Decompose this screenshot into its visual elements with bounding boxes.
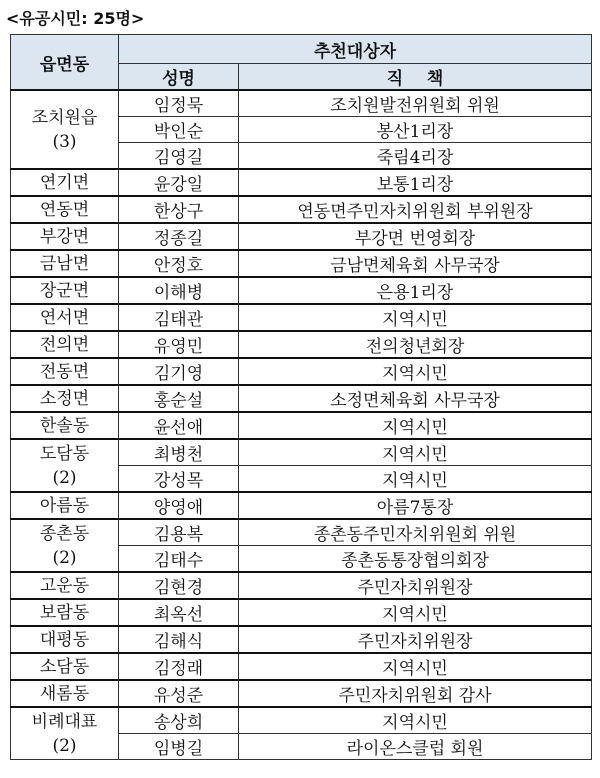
table-row (11, 626, 592, 653)
nominee-name: 김해식 (119, 626, 239, 653)
nominee-name: 김영길 (119, 143, 239, 170)
nominee-name: 김현경 (119, 572, 239, 599)
nominee-role: 지역시민 (239, 439, 592, 466)
table-body (11, 90, 592, 760)
area-cell (11, 707, 119, 760)
nominee-name: 임정묵 (119, 90, 239, 117)
nominee-name: 홍순설 (119, 385, 239, 412)
area-cell (11, 90, 119, 169)
nominee-role: 부강면 번영회장 (239, 223, 592, 250)
area-cell (11, 572, 119, 599)
page-title: <유공시민: 25명> (6, 9, 145, 28)
nominee-role: 지역시민 (239, 707, 592, 734)
nominee-role: 지역시민 (239, 599, 592, 626)
nominee-role: 종촌동주민자치위원회 위원 (239, 519, 592, 546)
header-nominees: 추천대상자 (119, 35, 592, 64)
nominee-role: 지역시민 (239, 412, 592, 439)
area-cell (11, 250, 119, 277)
nominee-role: 주민자치위원장 (239, 626, 592, 653)
area-name: 부강면 (39, 226, 90, 247)
area-name: 대평동 (39, 629, 90, 650)
area-name: 전의면 (39, 334, 90, 355)
area-cell (11, 169, 119, 196)
table-row (11, 439, 592, 466)
area-name: 장군면 (39, 280, 90, 301)
nominee-role: 보통1리장 (239, 169, 592, 196)
area-cell (11, 385, 119, 412)
table-row (11, 90, 592, 117)
nominee-role: 지역시민 (239, 304, 592, 331)
area-name: 고운동 (39, 575, 90, 596)
table-row (11, 304, 592, 331)
area-cell (11, 439, 119, 492)
nominee-name: 김정래 (119, 653, 239, 680)
nominee-name: 최옥선 (119, 599, 239, 626)
area-cell (11, 358, 119, 385)
nominee-name: 임병길 (119, 734, 239, 760)
area-name: 조치원읍 (31, 107, 98, 128)
area-cell (11, 223, 119, 250)
area-name: 아름동 (39, 495, 90, 516)
nominee-name: 김태수 (119, 546, 239, 573)
area-name: 비례대표 (31, 711, 98, 732)
nominee-role: 라이온스클럽 회원 (239, 734, 592, 760)
nominee-role: 전의청년회장 (239, 331, 592, 358)
nominee-name: 윤선애 (119, 412, 239, 439)
table-row (11, 412, 592, 439)
nominee-role: 지역시민 (239, 358, 592, 385)
table-row (11, 492, 592, 519)
table-row (11, 331, 592, 358)
area-cell (11, 519, 119, 572)
nominee-name: 박인순 (119, 117, 239, 143)
area-name: 보람동 (39, 602, 90, 623)
nominee-name: 김용복 (119, 519, 239, 546)
area-name: 연서면 (39, 307, 90, 328)
nominee-name: 정종길 (119, 223, 239, 250)
nominee-name: 김기영 (119, 358, 239, 385)
area-name: 전동면 (39, 361, 90, 382)
area-cell (11, 412, 119, 439)
area-name: 새롬동 (39, 683, 90, 704)
header-role: 직 책 (239, 64, 592, 91)
header-area: 읍면동 (11, 35, 119, 91)
area-cell (11, 331, 119, 358)
header-name: 성명 (119, 64, 239, 91)
area-name: 종촌동 (39, 523, 90, 544)
area-cell (11, 277, 119, 304)
nominee-name: 이해병 (119, 277, 239, 304)
table-row (11, 385, 592, 412)
table-row (11, 223, 592, 250)
area-cell (11, 599, 119, 626)
nominee-role: 은용1리장 (239, 277, 592, 304)
nominee-role: 주민자치위원장 (239, 572, 592, 599)
table-row (11, 519, 592, 546)
area-name: 소담동 (39, 656, 90, 677)
area-count: (3) (52, 131, 77, 152)
citizen-award-table (10, 34, 592, 760)
nominee-role: 지역시민 (239, 466, 592, 493)
table-row (11, 572, 592, 599)
table-row (11, 599, 592, 626)
table-row (11, 169, 592, 196)
table-row (11, 653, 592, 680)
table-row (11, 196, 592, 223)
area-cell (11, 680, 119, 707)
area-name: 연동면 (39, 199, 90, 220)
nominee-name: 한상구 (119, 196, 239, 223)
area-cell (11, 304, 119, 331)
area-name: 금남면 (39, 253, 90, 274)
nominee-name: 안정호 (119, 250, 239, 277)
table-row (11, 358, 592, 385)
area-cell (11, 492, 119, 519)
nominee-role: 주민자치위원회 감사 (239, 680, 592, 707)
area-name: 연기면 (39, 172, 90, 193)
nominee-name: 유영민 (119, 331, 239, 358)
area-name: 도담동 (39, 443, 90, 464)
nominee-role: 조치원발전위원회 위원 (239, 90, 592, 117)
table-row (11, 277, 592, 304)
nominee-name: 유성준 (119, 680, 239, 707)
area-cell (11, 653, 119, 680)
nominee-role: 종촌동통장협의회장 (239, 546, 592, 573)
nominee-name: 강성목 (119, 466, 239, 493)
nominee-role: 아름7통장 (239, 492, 592, 519)
area-cell (11, 196, 119, 223)
nominee-role: 연동면주민자치위원회 부위원장 (239, 196, 592, 223)
nominee-role: 소정면체육회 사무국장 (239, 385, 592, 412)
nominee-name: 송상희 (119, 707, 239, 734)
nominee-role: 지역시민 (239, 653, 592, 680)
area-count: (2) (52, 735, 77, 756)
area-name: 소정면 (39, 388, 90, 409)
nominee-role: 금남면체육회 사무국장 (239, 250, 592, 277)
nominee-name: 김태관 (119, 304, 239, 331)
nominee-name: 양영애 (119, 492, 239, 519)
area-count: (2) (52, 467, 77, 488)
nominee-name: 윤강일 (119, 169, 239, 196)
nominee-role: 죽림4리장 (239, 143, 592, 170)
table-row (11, 680, 592, 707)
table-row (11, 707, 592, 734)
table-row (11, 250, 592, 277)
area-name: 한솔동 (39, 415, 90, 436)
area-cell (11, 626, 119, 653)
area-count: (2) (52, 547, 77, 568)
nominee-role: 봉산1리장 (239, 117, 592, 143)
nominee-name: 최병천 (119, 439, 239, 466)
